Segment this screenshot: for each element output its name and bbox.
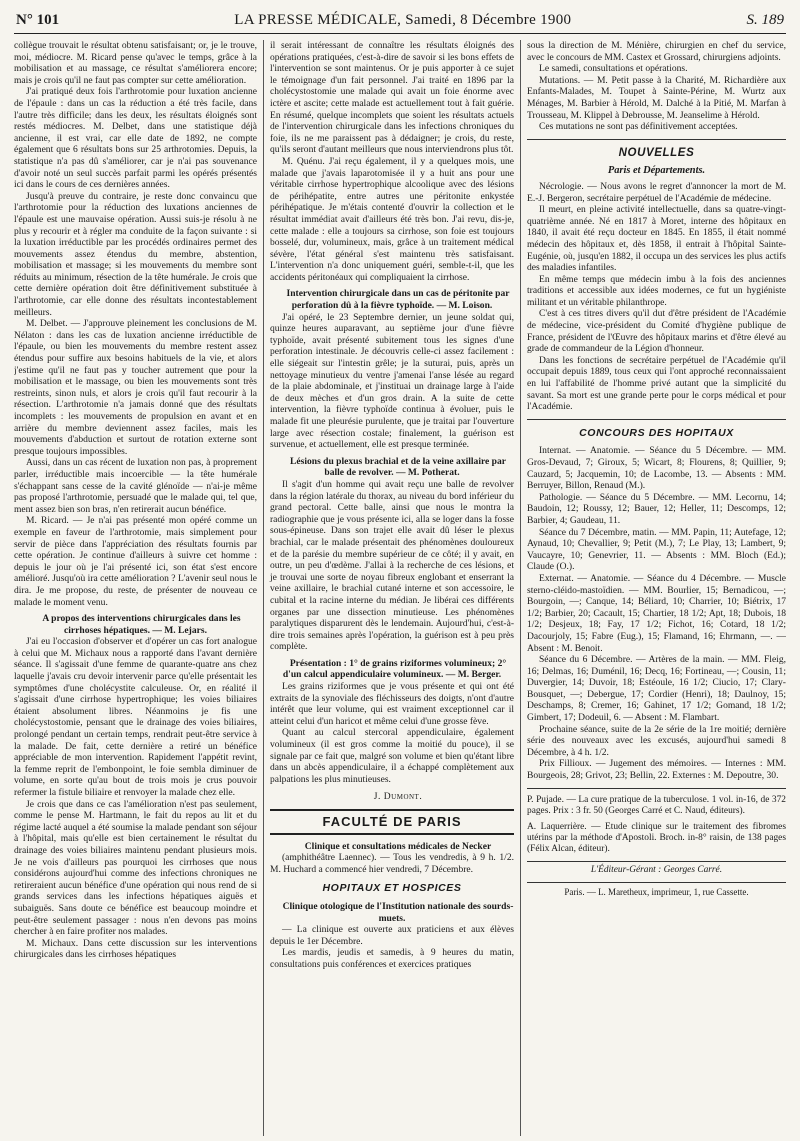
paragraph: il serait intéressant de connaître les résultats éloignés des opérations pratiquées, c'est-à-dire de savoir si les bons effets de l'intervention se sont maintenus. Or je puis apporter à ce sujet le témoignage d'un fait personnel. J'ai traité en 1896 par la cholécystostomie une malade qui avait un foie énorme avec ictère et ascite; cette malade est actuellement tout à fait guérie. En résumé, quelque incomplets que soient les résultats actuels de l'intervention chirurgicale dans les infections chroniques du foie, ils ne me paraissent pas à dédaigner; je crois, du reste, qu'ils seront d'autant meilleurs que nous interviendrons plus tôt. <box>270 40 514 156</box>
paragraph: Nécrologie. — Nous avons le regret d'annoncer la mort de M. E.-J. Bergeron, secrétaire perpétuel de l'Académie de médecine. <box>527 180 786 204</box>
article-heading: Clinique otologique de l'Institution nationale des sourds-muets. <box>282 900 514 924</box>
issue-number: N° 101 <box>16 12 60 28</box>
paragraph: Mutations. — M. Petit passe à la Charité, M. Richardière aux Enfants-Malades, M. Toupet à Sainte-Périne, M. Wurtz aux Ménages, M. Barbier à Hérold, M. Dalché à la Pitié, M. Marfan à Trousseau, M. Klippel à Debrousse, M. Jeanselime à Hérold. <box>527 74 786 121</box>
paragraph: Aussi, dans un cas récent de luxation non pas, à proprement parler, irréductible mais incoercible — la tête humérale s'échappant sans cesse de la cavité glénoïde — n'ai-je même pas proposé l'arthrotomie, persuadé que le malade qui, tel que, ment assez bien son bras, n'en retirerait aucun bénéfice. <box>14 457 257 515</box>
divider <box>527 788 786 789</box>
paragraph: Les grains riziformes que je vous présente et qui ont été extraits de la synoviale des fléchisseurs des doigts, n'ont d'autre intérêt que leur volume, qui est vraiment exceptionnel car il atteint celui d'un haricot et même celui d'une grosse fève. <box>270 681 514 727</box>
page-number: S. 189 <box>746 12 784 28</box>
signature: J. Dumont. <box>373 791 423 803</box>
article-heading: Présentation : 1° de grains riziformes volumineux; 2° d'un calcul appendiculaire volumineux. — M. Berger. <box>282 657 507 681</box>
paragraph: Quant au calcul stercoral appendiculaire, également volumineux (il est gros comme la moitié du pouce), il se signale par ce fait que, malgré son volume et bien qu'étant libre dans un abcès appendiculaire, il a échappé complètement aux palpations les plus minutieuses. <box>270 727 514 785</box>
section-title-hospitals: HOPITAUX ET HOSPICES <box>322 882 462 895</box>
book-notice: A. Laquerrière. — Etude clinique sur le traitement des fibromes utérins par la méthode d'Apostoli. Broch. in-8° raisin, de 138 pages (Félix Alcan, éditeur). <box>527 821 786 854</box>
paragraph: Séance du 7 Décembre, matin. — MM. Papin, 11; Autefage, 12; Aynaud, 10; Chevallier, 9; Petit (M.), 7; Le Play, 13; Lambert, 9; Vaucayre, 10; Genevrier, 11. — Absents : MM. Bloch (Ed.); Claude (O.). <box>527 526 786 573</box>
paragraph: Séance du 6 Décembre. — Artères de la main. — MM. Fleig, 16; Delmas, 16; Duménil, 16; Decq, 16; Fortineau, —; Cousin, 11; Duvergier, 14; Duvoir, 18; Estéoule, 16 1/2; Ciucio, 17; Clary-Bousquet, —; Debergue, 17; Cordier (Henri), 18; Daulnoy, 15; Deschamps, 8; Cremer, 16; Gahinet, 17 1/2; Gomand, 18 1/2; Gimbert, 17; Dodeuil, 6. — Absent : M. Flambart. <box>527 654 786 724</box>
paragraph: En même temps que médecin imbu à la fois des anciennes traditions et accessible aux idées modernes, ce fut un hygiéniste militant et un véritable philanthrope. <box>527 273 786 308</box>
section-title-concours: CONCOURS DES HOPITAUX <box>579 426 734 439</box>
article-heading: Clinique et consultations médicales de Necker <box>304 840 492 852</box>
paragraph: M. Quénu. J'ai reçu également, il y a quelques mois, une malade que j'avais laparotomisée il y a huit ans pour une véritable cirrhose hypertrophique alcoolique avec des lésions de périhépatite, entre autres une péritonite enkystée périhépatique. Je m'étais contenté d'ouvrir la collection et le résultat immédiat avait d'ailleurs été très bon. J'ai revu, dis-je, cette malade : elle a toujours sa cirrhose, son foie est toujours bosselé, dur, volumineux, mais, grâce à un traitement médical sévère, l'état général s'est maintenu très satisfaisant. L'intervention n'a donc uniquement guéri, semble-t-il, que les accidents péritonéaux qui compliquaient la cirrhose. <box>270 155 514 283</box>
article-heading: Lésions du plexus brachial et de la veine axillaire par balle de revolver. — M. Potherat. <box>290 455 506 479</box>
paragraph: (amphithéâtre Laennec). — Tous les vendredis, à 9 h. 1/2. M. Huchard a commencé hier vendredi, 7 Décembre. <box>270 852 514 875</box>
article-heading: A propos des interventions chirurgicales dans les cirrhoses hépatiques. — M. Lejars. <box>42 613 241 636</box>
paragraph: M. Ricard. — Je n'ai pas présenté mon opéré comme un exemple en faveur de l'arthrotomie, mais simplement pour servir de pièce dans l'appréciation des résultats fournis par cette opération. Je continue d'ailleurs à suivre cet homme : depuis le jour où je l'ai présenté ici, son état s'est encore amélioré. Jusqu'où ira cette amélioration ? L'avenir seul nous le dira. Je me propose, du reste, de présenter de nouveau ce malade le moment venu. <box>14 515 257 608</box>
paragraph: sous la direction de M. Ménière, chirurgien en chef du service, avec le concours de MM. Castex et Grossard, chirurgiens adjoints. <box>527 40 786 63</box>
paragraph: J'ai pratiqué deux fois l'arthrotomie pour luxation ancienne de l'épaule : dans un cas la réduction a été très facile, dans l'autre très difficile; dans les deux, les résultats éloignés sont restés médiocres. M. Delbet, dans une statistique déjà ancienne, il est vrai, car elle date de 1892, ne compte également que 6 résultats bons sur 25 arthrotomies. Depuis, la statistique n'a pas dû s'améliorer, car je n'ai pas souvenance d'avoir noté un seul succès parfait parmi les opérés présentés ici dans le cours de ces dernières années. <box>14 86 257 191</box>
paragraph: Internat. — Anatomie. — Séance du 5 Décembre. — MM. Gros-Devaud, 7; Giroux, 5; Wicart, 8; Flourens, 8; Quillier, 9; Cauzard, 5; Jacquemin, 10; de Lacombe, 13. — Absents : MM. Berruyer, Billon, Renaud (M.). <box>527 445 786 492</box>
newspaper-title: LA PRESSE MÉDICALE, Samedi, 8 Décembre 1900 <box>234 12 572 28</box>
section-title-nouvelles: NOUVELLES <box>618 146 695 159</box>
article-heading: Intervention chirurgicale dans un cas de péritonite par perforation dû à la fièvre typhoïde. — M. Loison. <box>286 288 510 312</box>
paragraph: Prochaine séance, suite de la 2e série de la 1re moitié; dernière série des nouveaux avec les excusés, aujourd'hui samedi 8 Décembre, à 4 h. 1/2. <box>527 723 786 758</box>
paragraph: C'est à ces titres divers qu'il dut d'être président de l'Académie de médecine, vice-président du Comité d'hygiène publique de France, président de l'Œuvre des hôpitaux marins et d'être élevé au grade de commandeur de la Légion d'honneur. <box>527 308 786 355</box>
paragraph: M. Michaux. Dans cette discussion sur les interventions chirurgicales dans les cirrhoses hépatiques <box>14 937 257 961</box>
paragraph: Le samedi, consultations et opérations. <box>539 63 688 75</box>
paragraph: Externat. — Anatomie. — Séance du 4 Décembre. — Muscle sterno-cléido-mastoïdien. — MM. Bourlier, 15; Bernadicou, —; Bourgoin, —; Canque, 14; Béliard, 10; Charrier, 10; Biétrix, 17 1/2; Barbier, 20; Cacault, 15; Chartier, 18 1/2; Apt, 18; Dubois, 18 1/2; Desjeux, 18; Fay, 17 1/2; Fichot, 16; Cotard, 18 1/2; Dacourjoly, 15; Fabre (Eug.), 15; Flamand, 16; Ehrmann, —. — Absent : M. Benoit. <box>527 572 786 654</box>
paragraph: J'ai eu l'occasion d'observer et d'opérer un cas fort analogue à celui que M. Michaux nous a rapporté dans l'avant dernière séance. Il s'agissait d'une femme de quarante-quatre ans chez laquelle j'avais cru devoir intervenir parce qu'elle présentait les symptômes d'une cholécystite calculeuse. Or, en réalité il s'agissait d'une cirrhose hypertrophique; les voies biliaires étaient absolument libres. Néanmoins je fis une cholécystostomie, pensant que le drainage des voies biliaires, prolongé pendant un certain temps, rendrait peut-être service à la malade. De fait, cette dernière a retiré un bénéfice appréciable de mon intervention. Rapidement l'appétit revint, la femme reprit de l'embonpoint, le foie sembla diminuer de volume, en sorte qu'au bout de trois mois je crus pouvoir refermer la fistule biliaire et renvoyer la malade chez elle. <box>14 636 257 798</box>
column-1 <box>14 40 263 1136</box>
column-2 <box>263 40 520 1136</box>
paragraph: Prix Fillioux. — Jugement des mémoires. — Internes : MM. Bourgeois, 28; Grivot, 23; Bellin, 22. Externes : M. Depoutre, 30. <box>527 758 786 782</box>
subsection-title: Paris et Départements. <box>607 165 706 177</box>
masthead <box>14 12 786 34</box>
paragraph: Il s'agit d'un homme qui avait reçu une balle de revolver dans la région latérale du thorax, au niveau du bord inférieur du grand pectoral. Cette balle, ainsi que nous le montra la radiographie que je vous présente ici, alla se loger dans la fosse sous-épineuse. Dans son trajet elle avait dû léser le plexus brachial, car le malade présentait des phénomènes douloureux et de la parésie du membre supérieur de ce côté; il y avait, en outre, un peu d'œdème. J'allai à la recherche de ces lésions, et je trouvai une sorte de noyau fibreux englobant et enserrant la veine axillaire, le brachial cutané interne et son accessoire, le cubital et la racine interne du médian. Je libérai ces différents organes par une dissection minutieuse. Les phénomènes paralytiques disparurent dès le lendemain. Aujourd'hui, c'est-à-dire trois semaines après l'opération, la guérison est à peu près complète. <box>270 478 514 653</box>
paragraph: collègue trouvait le résultat obtenu satisfaisant; or, je le trouve, moi, médiocre. M. Ricard pense qu'avec le temps, grâce à la mobilisation et au massage, ce résultat s'améliorera encore; mais je crois qu'il ne faut pas compter sur cette amélioration. <box>14 40 257 86</box>
book-notices <box>527 795 786 855</box>
section-title-faculty: FACULTÉ DE PARIS <box>270 809 514 835</box>
paragraph: M. Delbet. — J'approuve pleinement les conclusions de M. Nélaton : dans les cas de luxation ancienne irréductible de l'épaule, ou bien les mouvements du membre restent assez étendus pour suffire aux besoins habituels de la vie, et alors j'estime qu'il ne faut pas y toucher autrement que pour la mobilisation et le massage, ou bien les mouvements sont très restreints, sinon nuls, et alors je crois qu'il faut recourir à la résection. L'arthrotomie n'a jamais donné que des résultats incomplets : les mouvements de propulsion en avant et en arrière du membre deviennent assez faciles, mais les mouvements d'abduction et surtout de rotation externe sont presque toujours impossibles. <box>14 318 257 457</box>
paragraph: Les mardis, jeudis et samedis, à 9 heures du matin, consultations puis conférences et exercices pratiques <box>270 947 514 970</box>
divider <box>527 419 786 420</box>
paragraph: J'ai opéré, le 23 Septembre dernier, un jeune soldat qui, quinze heures auparavant, au septième jour d'une fièvre typhoïde, avait présenté subitement tous les signes d'une perforation intestinale. Je découvris celle-ci assez facilement : elle siégeait sur l'intestin grêle; je la suturai, puis, après un nettoyage minutieux du ventre j'amenai l'anse lésée au regard de la plaie abdominale, et j'instituai un drainage large à l'aide de deux mèches et d'un gros drain. A la suite de cette intervention, la fièvre typhoïde continua à évoluer, puis le malade fit une pleurésie purulente, que je traitai par l'ouverture large avec résection costale; finalement, la guérison est survenue, et actuellement, elle est presque terminée. <box>270 311 514 451</box>
paragraph: — La clinique est ouverte aux praticiens et aux élèves depuis le 1er Décembre. <box>270 924 514 947</box>
paragraph: Je crois que dans ce cas l'amélioration n'est pas seulement, comme le pense M. Hartmann, le fait du repos au lit et du régime lacté auquel a été soumise la malade pendant son séjour à l'hôpital, mais qu'elle est bien certainement le résultat du drainage des voies biliaires maintenu pendant plusieurs mois. Je ne vois d'ailleurs pas pourquoi les cirrhoses que nous considérons aujourd'hui comme des infections chroniques ne retireraient aucun bénéfice d'une opération qui nous rend de si grands services dans les infections hépatiques aiguës et subaiguës. Sans doute ce bénéfice est beaucoup moindre et peut-être seulement passager : nous n'en devons pas moins chercher à en faire profiter nos malades. <box>14 798 257 938</box>
printer-line: Paris. — L. Maretheux, imprimeur, 1, rue Cassette. <box>527 882 786 899</box>
editor-line: L'Éditeur-Gérant : Georges Carré. <box>527 861 786 877</box>
paragraph: Ces mutations ne sont pas définitivement acceptées. <box>539 121 738 133</box>
paragraph: Jusqu'à preuve du contraire, je reste donc convaincu que l'arthrotomie pour la réduction des luxations anciennes de l'épaule est une mauvaise opération. Aussi suis-je résolu à ne plus y recourir et à régler ma conduite de la façon suivante : si la luxation irréductible par les procédés ordinaires permet des mouvements assez étendus du membre, abstention, mobilisation et massage; si les mouvements du membre sont réduits au minimum, résection de la tête humérale. Je crois que cette dernière opération doit être définitivement substituée à l'arthrotomie, car elle donne des résultats incontestablement meilleurs. <box>14 190 257 318</box>
book-notice: P. Pujade. — La cure pratique de la tuberculose. 1 vol. in-16, de 372 pages. Prix : 3 fr. 50 (Georges Carré et C. Naud, éditeurs). <box>527 794 786 816</box>
paragraph: Pathologie. — Séance du 5 Décembre. — MM. Lecornu, 14; Baudoin, 12; Roussy, 12; Bauer, 12; Heller, 11; Descomps, 12; Barbier, 4; Gaudeau, 11. <box>527 491 786 526</box>
columns <box>14 40 786 1136</box>
column-3 <box>520 40 786 1136</box>
paragraph: Dans les fonctions de secrétaire perpétuel de l'Académie qu'il occupait depuis 1889, tous ceux qui l'ont approché reconnaissaient en lui l'affabilité de l'homme privé autant que la simplicité du savant. Sa mort est une grande perte pour le corps médical et pour l'Académie. <box>527 354 786 413</box>
paragraph: Il meurt, en pleine activité intellectuelle, dans sa quatre-vingt-quatrième année. Né en 1817 à Moret, interne des hôpitaux en 1840, il avait été reçu docteur en 1845. En 1855, il était nommé médecin des hôpitaux et, dès 1858, il entrait à l'hôpital Sainte-Eugénie, où, jusqu'en 1882, il occupa un des services les plus actifs des maladies infantiles. <box>527 204 786 274</box>
divider <box>527 139 786 140</box>
